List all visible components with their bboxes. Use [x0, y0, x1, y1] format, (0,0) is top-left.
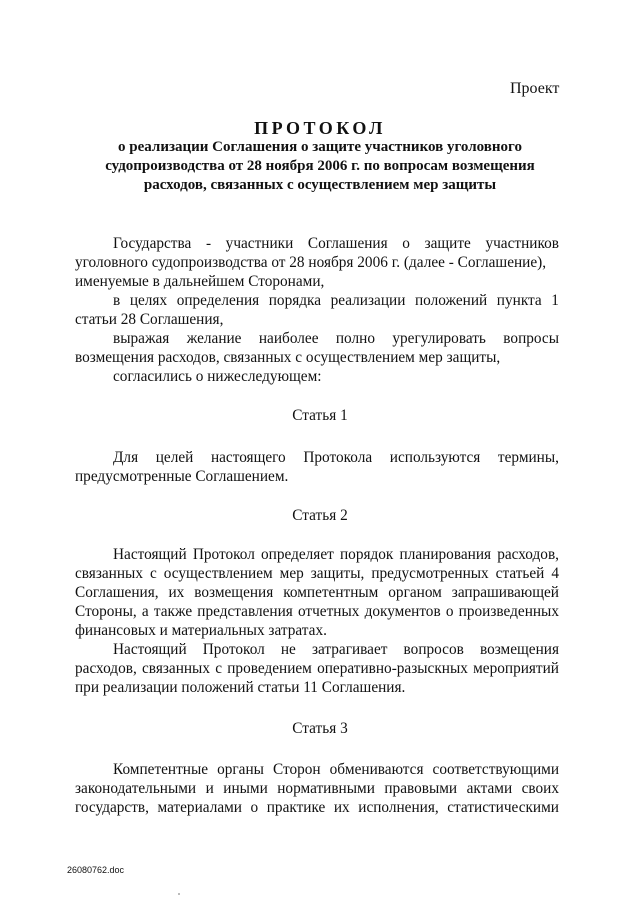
- word: используются: [389, 449, 481, 466]
- preamble-paragraph-2-line-2: статьи 28 Соглашения,: [75, 311, 224, 328]
- subtitle-line: судопроизводства от 28 ноября 2006 г. по вопросам возмещения: [105, 158, 535, 174]
- preamble-paragraph-3-line-2: возмещения расходов, связанных с осуществлением мер защиты,: [75, 349, 501, 366]
- word: Протокола: [303, 449, 373, 466]
- word: порядка: [268, 292, 322, 309]
- word: настоящего: [210, 449, 286, 466]
- preamble-paragraph-1-line-2: уголовного судопроизводства от 28 ноября 2006 г. (далее - Соглашение),: [75, 254, 547, 271]
- word: урегулировать: [392, 330, 486, 347]
- word: Для: [113, 449, 139, 466]
- protocol-subtitle: [80, 138, 560, 195]
- word: в: [113, 292, 121, 309]
- word: целей: [155, 449, 194, 466]
- protocol-title: ПРОТОКОЛ: [254, 118, 386, 138]
- preamble-paragraph-1-line-1: [75, 234, 559, 253]
- article-3-body: [75, 760, 559, 817]
- subtitle-line: о реализации Соглашения о защите участников уголовного: [118, 139, 522, 155]
- word: участники: [225, 235, 294, 252]
- preamble-paragraph-3-line-1: [75, 329, 559, 348]
- subtitle-line: расходов, связанных с осуществлением мер защиты: [143, 177, 497, 193]
- preamble-paragraph-2-line-1: [75, 291, 559, 310]
- word: о: [402, 235, 410, 252]
- word: защите: [424, 235, 471, 252]
- word: Соглашения: [307, 235, 388, 252]
- article-1-line-1: [75, 448, 559, 467]
- word: целях: [129, 292, 168, 309]
- scan-speck: [178, 893, 180, 895]
- preamble-paragraph-1-line-3: именуемые в дальнейшем Сторонами,: [75, 273, 325, 290]
- word: реализации: [330, 292, 406, 309]
- article-1-body: [75, 448, 559, 486]
- footer-file-name: 26080762.doc: [67, 865, 125, 875]
- article-1-heading: Статья 1: [292, 407, 348, 424]
- preamble-paragraph-4: согласились о нижеследующем:: [113, 368, 322, 385]
- word: термины,: [497, 449, 559, 466]
- preamble: [75, 234, 559, 386]
- word: положений: [414, 292, 488, 309]
- article-2-body: [75, 545, 559, 697]
- word: наиболее: [258, 330, 319, 347]
- word: Государства: [113, 235, 192, 252]
- article-2-paragraph-1: Настоящий Протокол определяет порядок планирования расходов, связанных с осуществлением мер защиты, предусмотренных статьей 4 Соглашения, их возмещения компетентным органом запрашивающей Стороны, а также представления отчетных документов о произведенных финансовых и материальных затратах.: [75, 546, 559, 639]
- draft-label: Проект: [510, 80, 560, 97]
- word: вопросы: [503, 330, 559, 347]
- word: выражая: [113, 330, 170, 347]
- article-1-line-2: предусмотренные Соглашением.: [75, 468, 289, 485]
- word: полно: [335, 330, 375, 347]
- word: определения: [176, 292, 260, 309]
- article-2-heading: Статья 2: [292, 507, 348, 524]
- word: пункта: [496, 292, 542, 309]
- word: -: [205, 235, 212, 252]
- article-3-paragraph-1: Компетентные органы Сторон обмениваются соответствующими законодательными и иными нормативными правовыми актами своих государств, материалами о практике их исполнения, статистическими: [75, 761, 559, 816]
- word: участников: [485, 235, 559, 252]
- word: 1: [551, 292, 559, 309]
- article-2-paragraph-2: Настоящий Протокол не затрагивает вопросов возмещения расходов, связанных с проведением оперативно-разыскных мероприятий при реализации положений статьи 11 Соглашения.: [75, 641, 559, 696]
- word: желание: [186, 330, 242, 347]
- article-3-heading: Статья 3: [292, 720, 348, 737]
